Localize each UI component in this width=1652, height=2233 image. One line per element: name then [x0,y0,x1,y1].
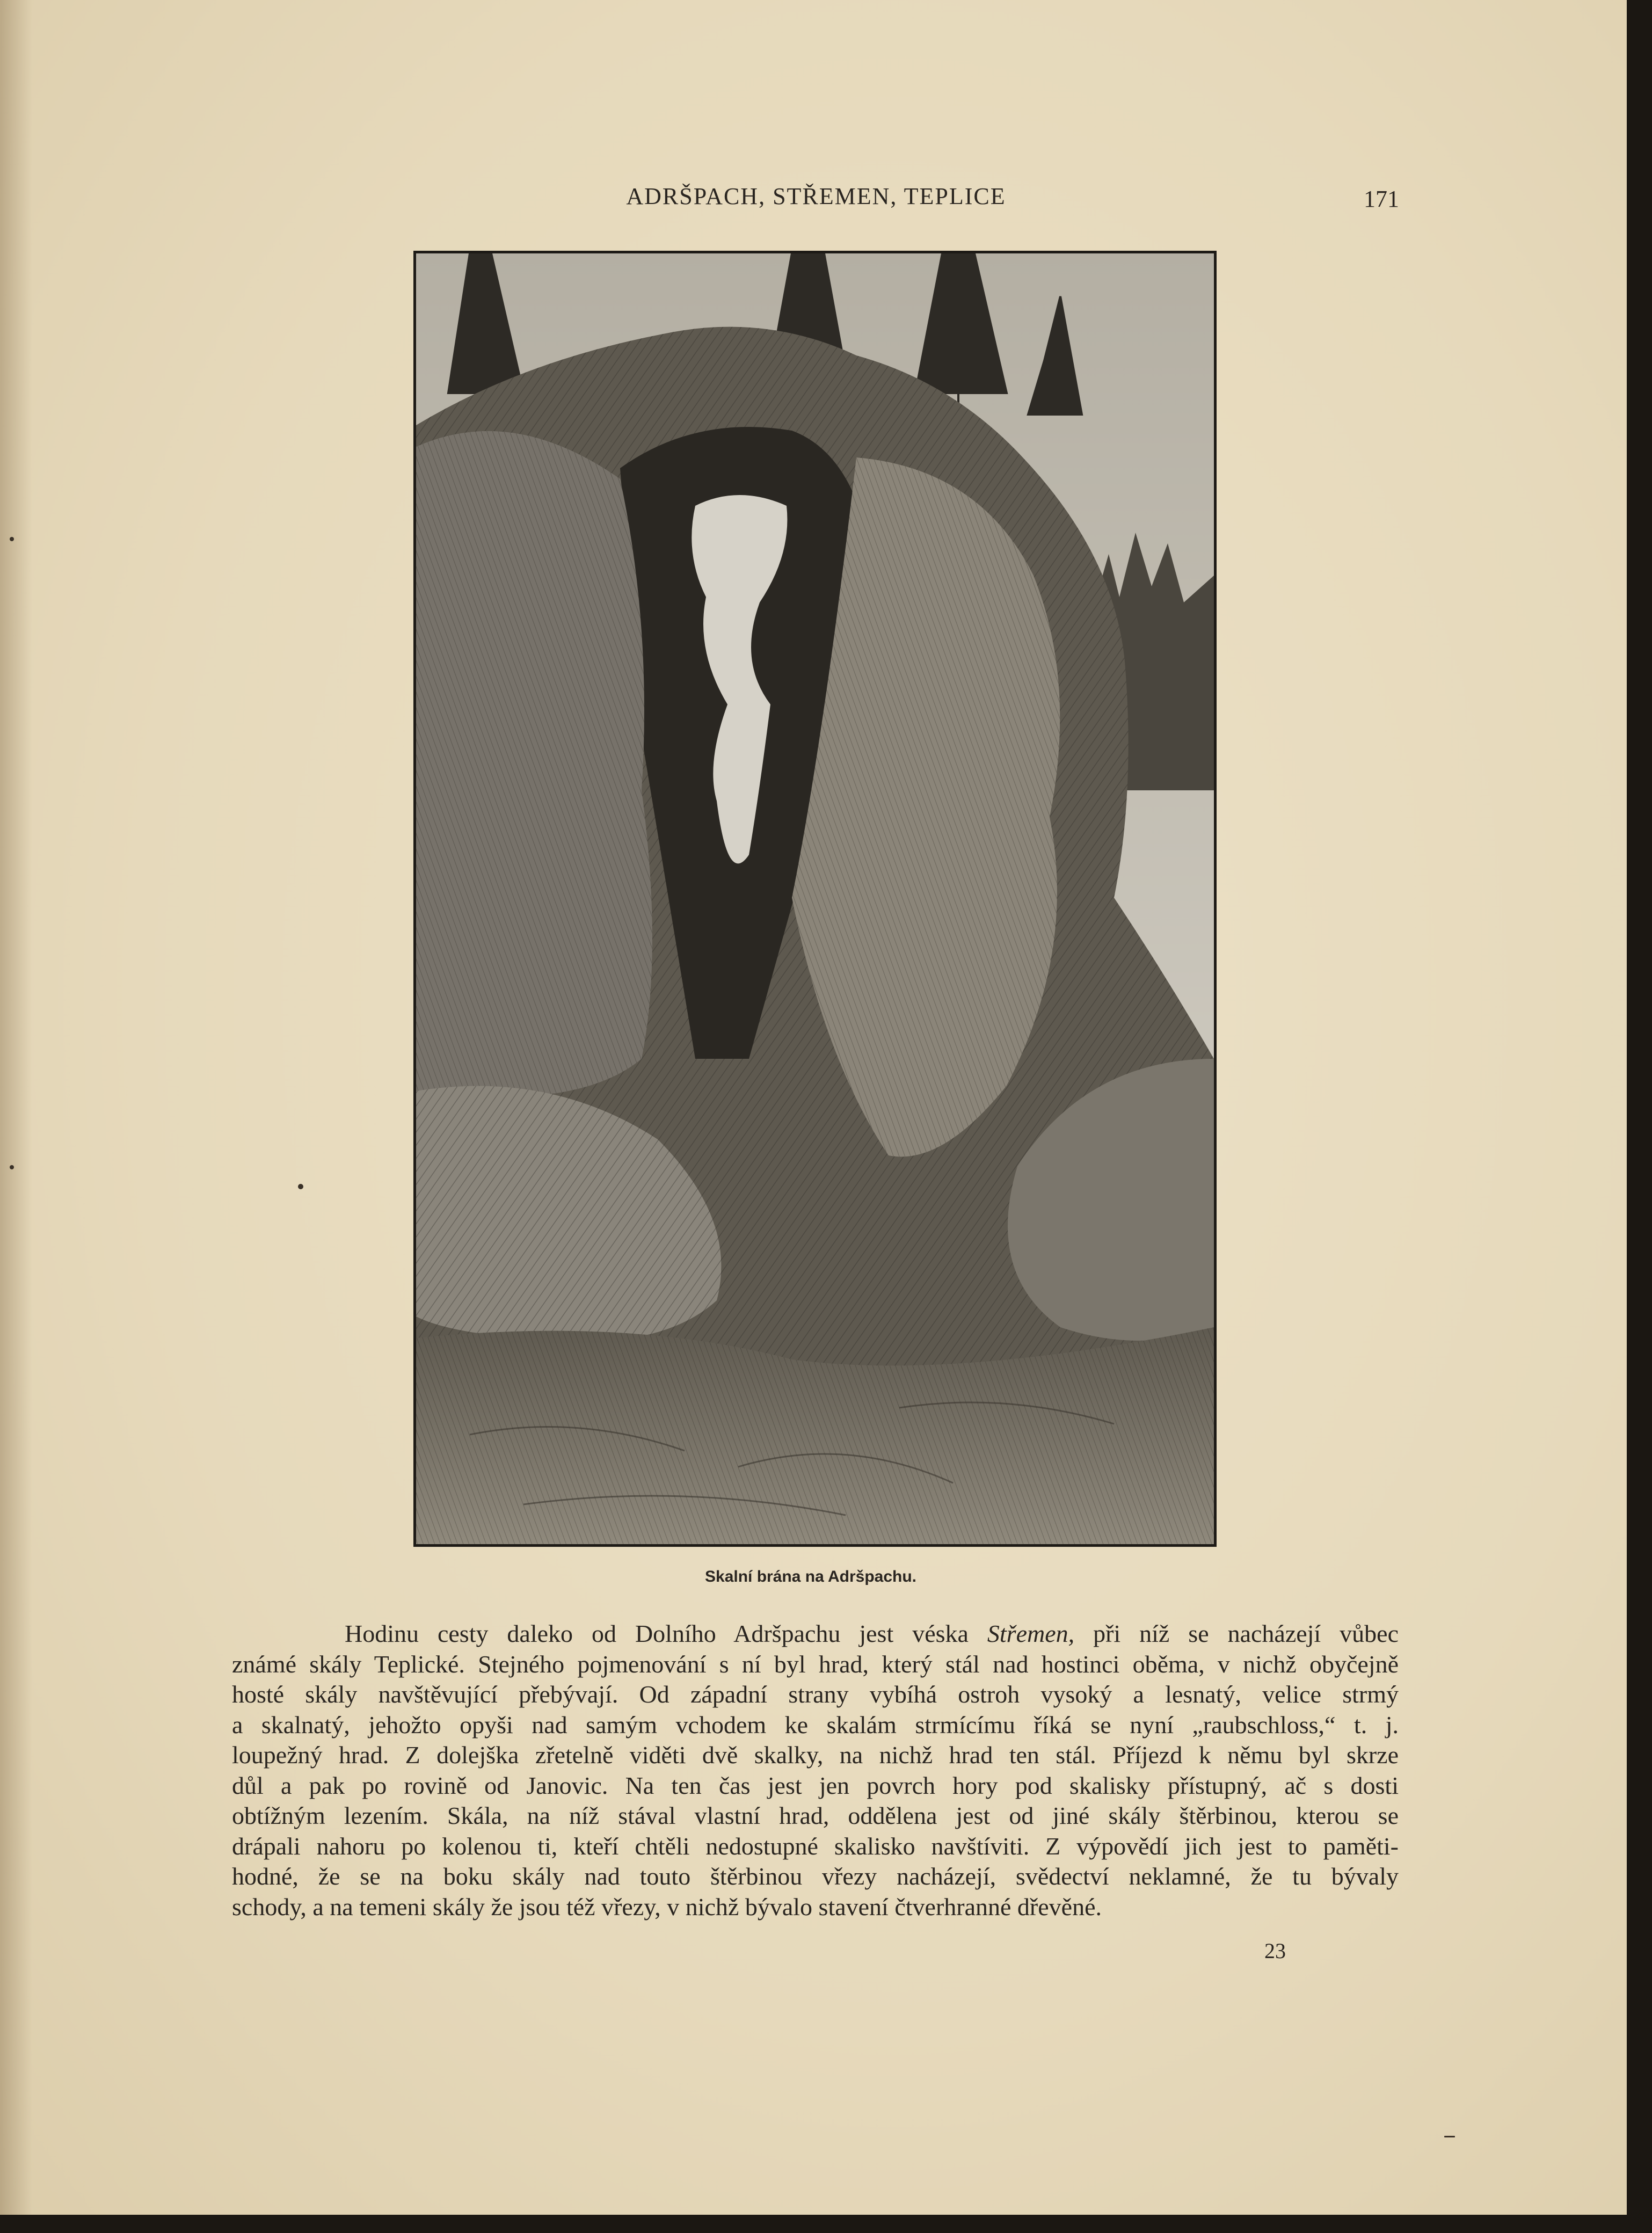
text-segment: Hodinu cesty daleko od Dolního Adršpachu jest véska [345,1620,987,1647]
margin-speck [10,537,14,541]
text-segment: při níž se nacházejí vůbec [1074,1620,1399,1647]
margin-speck [298,1184,303,1189]
text-line: důl a pak po rovině od Janovic. Na ten čas jest jen povrch hory pod skalisky přístupný, ač s dosti [232,1771,1399,1799]
page-number: 171 [1364,186,1399,212]
text-line: hosté skály navštěvující přebývají. Od západní strany vybíhá ostroh vysoký a lesnatý, velice strmý [232,1681,1399,1708]
text-line: hodné, že se na boku skály nad touto štěrbinou vřezy nacházejí, svědectví neklamné, že tu bývaly [232,1863,1399,1890]
text-line: drápali nahoru po kolenou ti, kteří chtěli nedostupné skalisko navštíviti. Z výpovědí jich jest to paměti- [232,1832,1399,1860]
text-line: schody, a na temeni skály že jsou též vřezy, v nichž bývalo stavení čtverhranné dřevěné. [232,1893,1102,1921]
emphasized-place-name: Střemen, [987,1620,1075,1647]
rock-gate-illustration [413,251,1217,1547]
text-line [232,1619,1399,1649]
margin-dash [1444,2136,1455,2137]
text-line: obtížným lezením. Skála, na níž stával vlastní hrad, oddělena jest od jiné skály štěrbinou, kterou se [232,1802,1399,1829]
margin-speck [10,1165,14,1169]
text-line: loupežný hrad. Z dolejška zřetelně viděti dvě skalky, na nichž hrad ten stál. Příjezd k němu byl skrze [232,1741,1399,1769]
gutter-shadow [0,0,32,2215]
running-header: ADRŠPACH, STŘEMEN, TEPLICE [626,183,1006,209]
body-paragraph [232,1619,1399,1922]
illustration-caption: Skalní brána na Adršpachu. [705,1568,916,1585]
text-line: a skalnatý, jehožto opyši nad samým vchodem ke skalám strmícímu říká se nyní „raubschloss,“ t. j. [232,1711,1399,1739]
engraving-image [416,253,1214,1544]
signature-mark: 23 [1264,1939,1286,1963]
text-line: známé skály Teplické. Stejného pojmenování s ní byl hrad, který stál nad hostinci oběma, v nichž obyčejně [232,1650,1399,1678]
